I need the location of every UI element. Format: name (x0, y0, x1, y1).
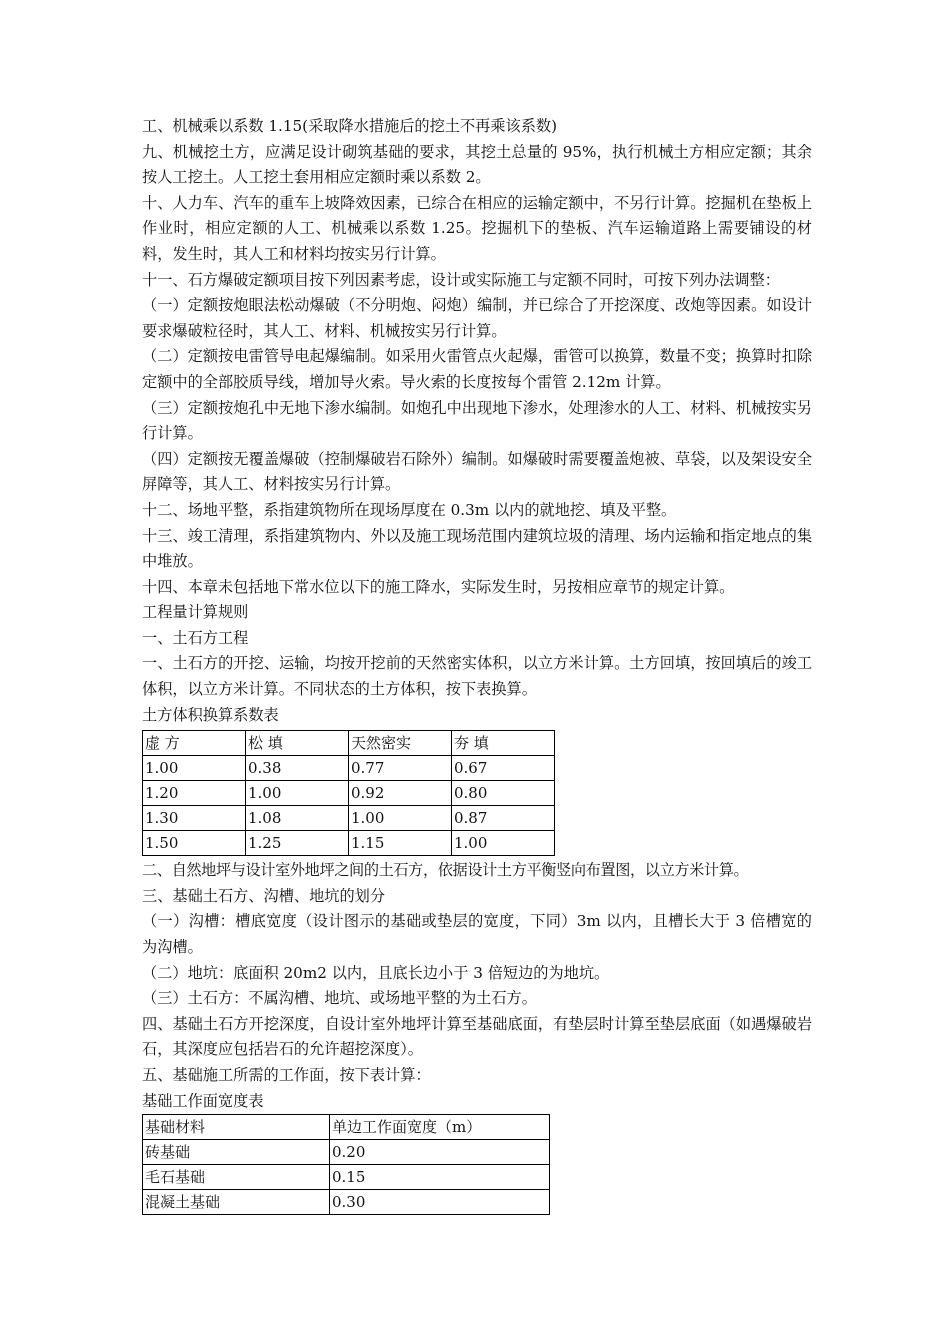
table-cell: 0.15 (330, 1165, 550, 1190)
paragraph: （三）土石方：不属沟槽、地坑、或场地平整的为土石方。 (142, 989, 537, 1008)
table-cell: 1.00 (349, 806, 452, 831)
table-cell: 混凝土基础 (143, 1190, 330, 1215)
table-header-row (143, 1115, 550, 1140)
table-header-cell: 基础材料 (143, 1115, 330, 1140)
table-caption: 土方体积换算系数表 (142, 705, 279, 724)
paragraph: （一）定额按炮眼法松动爆破（不分明炮、闷炮）编制，并已综合了开挖深度、改炮等因素。如设计要求爆破粒径时，其人工、材料、机械按实另行计算。 (142, 296, 812, 340)
table-header-cell: 虚 方 (143, 731, 246, 756)
table-header-cell: 单边工作面宽度（m） (330, 1115, 550, 1140)
table-cell: 1.00 (452, 831, 555, 856)
document-page (142, 114, 812, 1215)
paragraph: 十三、竣工清理，系指建筑物内、外以及施工现场范围内建筑垃圾的清理、场内运输和指定地点的集中堆放。 (142, 526, 812, 571)
paragraph: 十一、石方爆破定额项目按下列因素考虑，设计或实际施工与定额不同时，可按下列办法调整： (142, 270, 780, 289)
paragraph: 三、基础土石方、沟槽、地坑的划分 (142, 886, 385, 905)
paragraph: （一）沟槽：槽底宽度（设计图示的基础或垫层的宽度，下同）3m 以内，且槽长大于 3 倍槽宽的为沟槽。 (142, 912, 812, 957)
table-cell: 1.20 (143, 781, 246, 806)
table-row (143, 756, 555, 781)
table-cell: 0.92 (349, 781, 452, 806)
table-cell: 1.50 (143, 831, 246, 856)
table-cell: 0.67 (452, 756, 555, 781)
table-cell: 毛石基础 (143, 1165, 330, 1190)
paragraph: 十四、本章未包括地下常水位以下的施工降水，实际发生时，另按相应章节的规定计算。 (142, 577, 735, 596)
table-row (143, 806, 555, 831)
table-cell: 0.30 (330, 1190, 550, 1215)
table-cell: 0.38 (246, 756, 349, 781)
paragraph: 二、自然地坪与设计室外地坪之间的土石方，依据设计土方平衡竖向布置图，以立方米计算。 (142, 861, 749, 880)
table-cell: 1.25 (246, 831, 349, 856)
paragraph: 九、机械挖土方，应满足设计砌筑基础的要求，其挖土总量的 95%，执行机械土方相应定额；其余按人工挖土。人工挖土套用相应定额时乘以系数 2。 (142, 142, 812, 187)
table-row (143, 1165, 550, 1190)
subsection-heading: 一、土石方工程 (142, 628, 249, 647)
table-cell: 1.30 (143, 806, 246, 831)
foundation-working-width-table (142, 1114, 550, 1215)
paragraph: （二）地坑：底面积 20m2 以内，且底长边小于 3 倍短边的为地坑。 (142, 963, 610, 982)
table-row (143, 781, 555, 806)
paragraph: 十二、场地平整，系指建筑物所在现场厚度在 0.3m 以内的就地挖、填及平整。 (142, 500, 677, 519)
table-caption: 基础工作面宽度表 (142, 1091, 264, 1110)
paragraph: 五、基础施工所需的工作面，按下表计算： (142, 1066, 431, 1084)
table-cell: 1.08 (246, 806, 349, 831)
table-cell: 0.80 (452, 781, 555, 806)
paragraph: 工、机械乘以系数 1.15(采取降水措施后的挖土不再乘该系数) (142, 117, 557, 135)
paragraph: 十、人力车、汽车的重车上坡降效因素，已综合在相应的运输定额中，不另行计算。挖掘机在垫板上作业时，相应定额的人工、机械乘以系数 1.25。挖掘机下的垫板、汽车运输道路上需要铺设的材料，发生时，其人工和材料均按实另行计算。 (142, 193, 812, 263)
table-cell: 砖基础 (143, 1140, 330, 1165)
table-row (143, 1190, 550, 1215)
table-cell: 1.00 (246, 781, 349, 806)
table-header-cell: 天然密实 (349, 731, 452, 756)
table-cell: 1.15 (349, 831, 452, 856)
table-row (143, 1140, 550, 1165)
paragraph: （二）定额按电雷管导电起爆编制。如采用火雷管点火起爆，雷管可以换算，数量不变；换算时扣除定额中的全部胶质导线，增加导火索。导火索的长度按每个雷管 2.12m 计算。 (142, 347, 812, 391)
table-cell: 0.77 (349, 756, 452, 781)
paragraph: （四）定额按无覆盖爆破（控制爆破岩石除外）编制。如爆破时需要覆盖炮被、草袋，以及架设安全屏障等，其人工、材料按实另行计算。 (142, 449, 812, 494)
table-cell: 0.87 (452, 806, 555, 831)
paragraph: 一、土石方的开挖、运输，均按开挖前的天然密实体积，以立方米计算。土方回填，按回填后的竣工体积，以立方米计算。不同状态的土方体积，按下表换算。 (142, 654, 812, 699)
section-heading: 工程量计算规则 (142, 603, 249, 622)
table-row (143, 831, 555, 856)
table-cell: 1.00 (143, 756, 246, 781)
paragraph: （三）定额按炮孔中无地下渗水编制。如炮孔中出现地下渗水，处理渗水的人工、材料、机械按实另行计算。 (142, 398, 812, 443)
table-header-cell: 夯 填 (452, 731, 555, 756)
table-cell: 0.20 (330, 1140, 550, 1165)
table-header-row (143, 731, 555, 756)
table-header-cell: 松 填 (246, 731, 349, 756)
paragraph: 四、基础土石方开挖深度，自设计室外地坪计算至基础底面，有垫层时计算至垫层底面（如遇爆破岩石，其深度应包括岩石的允许超挖深度）。 (142, 1014, 812, 1059)
soil-volume-conversion-table (142, 730, 555, 856)
